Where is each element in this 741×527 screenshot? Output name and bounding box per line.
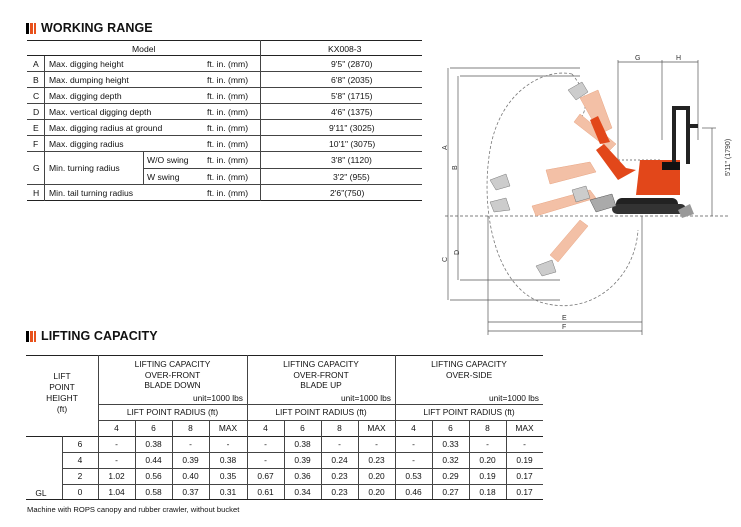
column-divider: [260, 40, 261, 201]
capacity-cell: 0.18: [479, 487, 496, 497]
table-row: H Min. tail turning radius ft. in. (mm) 2'6"(750): [27, 185, 422, 201]
table-row: D Max. vertical digging depth ft. in. (mm) 4'6" (1375): [27, 104, 422, 120]
lift-height-cell: 4: [77, 455, 83, 465]
capacity-cell: 0.40: [182, 471, 199, 481]
capacity-cell: 0.38: [219, 455, 237, 465]
unit-label: unit=1000 lbs: [340, 393, 391, 403]
group-header-over-side: LIFTING CAPACITY OVER-SIDE: [431, 359, 507, 380]
unit-label: unit=1000 lbs: [488, 393, 539, 403]
capacity-cell: 0.61: [257, 487, 274, 497]
capacity-cell: 0.56: [145, 471, 162, 481]
radius-label: LIFT POINT RADIUS (ft): [423, 407, 515, 417]
svg-text:D: D: [454, 249, 461, 255]
capacity-cell: 0.17: [516, 487, 533, 497]
table-row: E Max. digging radius at ground ft. in. (mm) 9'11" (3025): [27, 120, 422, 136]
svg-text:F: F: [562, 324, 567, 331]
section-marker-icon: [26, 23, 36, 34]
capacity-cell: 0.20: [479, 455, 496, 465]
capacity-cell: -: [412, 455, 415, 465]
svg-text:B: B: [452, 165, 459, 170]
table-row: A Max. digging height ft. in. (mm) 9'5" (2870): [27, 56, 422, 72]
svg-text:A: A: [442, 145, 449, 150]
capacity-cell: 0.20: [368, 487, 385, 497]
column-divider: [44, 56, 45, 201]
unit-label: unit=1000 lbs: [192, 393, 243, 403]
capacity-cell: 0.17: [516, 471, 533, 481]
column-divider: [143, 152, 144, 185]
lifting-capacity-title: LIFTING CAPACITY: [41, 329, 158, 343]
capacity-cell: -: [264, 455, 267, 465]
lift-point-height-header: LIFT POINT HEIGHT (ft): [46, 371, 78, 414]
capacity-cell: 0.34: [294, 487, 311, 497]
capacity-cell: 0.19: [479, 471, 496, 481]
capacity-cell: -: [523, 439, 526, 449]
lift-height-cell: 0: [77, 487, 83, 497]
section-marker-icon: [26, 331, 36, 342]
capacity-cell: 0.32: [442, 455, 459, 465]
capacity-cell: 1.02: [108, 471, 125, 481]
svg-text:C: C: [442, 256, 449, 262]
lifting-capacity-heading: [26, 329, 158, 343]
reach-envelope: [487, 73, 638, 306]
svg-text:5'11" (1790): 5'11" (1790): [725, 138, 732, 176]
capacity-cell: -: [189, 439, 192, 449]
table-row: B Max. dumping height ft. in. (mm) 6'8" (2035): [27, 72, 422, 88]
table-row: C Max. digging depth ft. in. (mm) 5'8" (1715): [27, 88, 422, 104]
group-header-front-blade-up: LIFTING CAPACITY OVER-FRONT BLADE UP: [283, 359, 359, 390]
capacity-cell: 0.27: [442, 487, 459, 497]
capacity-cell: 0.23: [331, 487, 348, 497]
capacity-cell: -: [264, 439, 267, 449]
capacity-cell: 0.24: [331, 455, 348, 465]
capacity-cell: 0.46: [405, 487, 422, 497]
table-row: F Max. digging radius ft. in. (mm) 10'1" (3075): [27, 136, 422, 152]
table-header-row: [27, 40, 422, 56]
capacity-cell: 0.31: [219, 487, 237, 497]
working-range-heading: [26, 21, 153, 35]
capacity-cell: 0.44: [145, 455, 162, 465]
capacity-cell: -: [115, 439, 118, 449]
lift-height-cell: 6: [77, 439, 83, 449]
capacity-cell: 0.33: [442, 439, 459, 449]
capacity-cell: -: [115, 455, 118, 465]
working-range-diagram: [440, 50, 735, 335]
capacity-cell: 0.38: [294, 439, 311, 449]
svg-text:G: G: [635, 55, 641, 62]
capacity-cell: 0.67: [257, 471, 274, 481]
capacity-cell: 0.37: [182, 487, 199, 497]
capacity-cell: 0.20: [368, 471, 385, 481]
capacity-cell: 0.39: [294, 455, 311, 465]
group-header-front-blade-down: LIFTING CAPACITY OVER-FRONT BLADE DOWN: [134, 359, 211, 390]
gl-label: GL: [35, 488, 47, 498]
svg-text:E: E: [562, 315, 567, 322]
capacity-cell: 0.19: [516, 455, 533, 465]
capacity-cell: 0.23: [331, 471, 348, 481]
model-header-label: Model: [132, 44, 156, 54]
svg-text:H: H: [676, 55, 682, 62]
capacity-cell: -: [375, 439, 378, 449]
footnote: Machine with ROPS canopy and rubber crawler, without bucket: [27, 505, 240, 514]
lift-height-cell: 2: [77, 471, 83, 481]
capacity-cell: 0.36: [294, 471, 311, 481]
radius-label: LIFT POINT RADIUS (ft): [126, 407, 219, 417]
table-row-g: G Min. turning radius W/O swing ft. in. (mm) 3'8" (1120) W swing ft. in. (mm) 3'2" (955): [27, 152, 422, 185]
capacity-cell: 0.58: [145, 487, 162, 497]
lifting-capacity-table: LIFT POINT HEIGHT (ft) LIFTING CAPACITY OVER-FRONT BLADE DOWN unit=1000 lbs LIFTING CAPACITY OVER-FRONT BLADE UP unit=1000 lbs LIFTING CAPACITY OVER-SIDE unit=1000 lbs LIFT POINT RADIUS (ft) LIFT POINT RADIUS (ft) LIFT POINT RADIUS (ft) 4 6 8 MAX 4 6 8 MAX 4 6 8 MAX GL 6 - 0.38 - - - 0.38 - - - 0.33 - - 4 - 0.44 0.39 0.38 - 0.39 0.24 0.23 - 0.32 0.20 0.19 2 1.02 0.56 0.40 0.35 0.67 0.36 0.23 0.20 0.53 0.29 0.19 0.17 0 1.04 0.58 0.37 0.31 0.61 0.34 0.23 0.20 0.46 0.27 0.18 0.17: [26, 355, 543, 500]
capacity-cell: 0.38: [145, 439, 162, 449]
capacity-cell: 0.53: [405, 471, 422, 481]
row-divider: [143, 168, 422, 169]
capacity-cell: 1.04: [108, 487, 125, 497]
capacity-cell: 0.39: [182, 455, 199, 465]
capacity-cell: 0.29: [442, 471, 459, 481]
capacity-cell: -: [226, 439, 230, 449]
capacity-cell: -: [412, 439, 415, 449]
capacity-cell: -: [486, 439, 489, 449]
capacity-cell: -: [338, 439, 341, 449]
model-name: KX008-3: [328, 44, 362, 54]
capacity-cell: 0.35: [219, 471, 237, 481]
capacity-cell: 0.23: [368, 455, 385, 465]
working-range-title: WORKING RANGE: [41, 21, 153, 35]
radius-label: LIFT POINT RADIUS (ft): [275, 407, 367, 417]
